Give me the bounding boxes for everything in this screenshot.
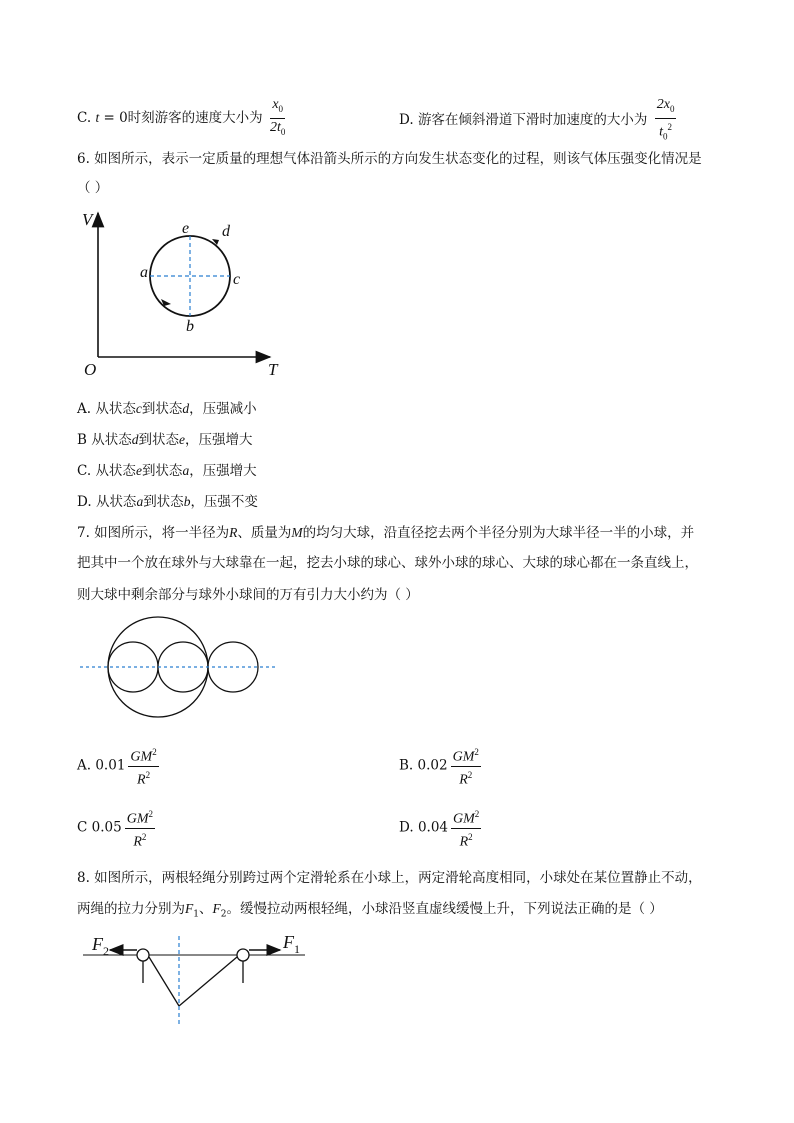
q7-option-d: D. 0.04 $\frac{GM^2}{R^2}$ xyxy=(399,806,481,850)
q8-stem-line2: 两绳的拉力分别为$F_1$、$F_2$。缓慢拉动两根轻绳，小球沿竖直虚线缓慢上升，下列说法正确的是（ ） xyxy=(77,901,663,920)
q8-f1-label: $F_1$ xyxy=(283,932,300,956)
q5-option-d: D. 游客在倾斜滑道下滑时加速度的大小为 $\frac{2x_0}{t_0^2}$ xyxy=(399,96,676,145)
q8-f2-label: $F_2$ xyxy=(92,934,109,958)
q6-v-label: V xyxy=(82,210,93,229)
q7-spheres-diagram xyxy=(80,612,280,722)
q6-answer-paren: （ ） xyxy=(77,180,109,196)
q6-cycle-circle xyxy=(150,236,230,316)
q8-stem-line1: 8. 如图所示，两根轻绳分别跨过两个定滑轮系在小球上，两定滑轮高度相同，小球处在某位置静止不动， xyxy=(77,870,702,886)
q6-option-a: A. 从状态c到状态d，压强减小 xyxy=(77,401,257,417)
q6-stem: 6. 如图所示，表示一定质量的理想气体沿箭头所示的方向发生状态变化的过程，则该气体压强变化情况是 xyxy=(77,151,702,167)
q8-right-pulley xyxy=(237,949,249,961)
q8-left-rope xyxy=(149,957,179,1006)
q6-origin-label: O xyxy=(84,360,97,379)
q6-t-label: T xyxy=(268,360,278,379)
q7-stem-line2: 把其中一个放在球外与大球靠在一起，挖去小球的球心、球外小球的球心、大球的球心都在一条直线上， xyxy=(77,555,698,571)
q7-option-a: A. 0.01 $\frac{GM^2}{R^2}$ xyxy=(77,744,159,788)
q7-stem-line1: 7. 如图所示，将一半径为R、质量为M的均匀大球，沿直径挖去两个半径分别为大球半径一半的小球，并 xyxy=(77,525,695,541)
q7-option-b: B. 0.02 $\frac{GM^2}{R^2}$ xyxy=(399,744,481,788)
q6-point-b: b xyxy=(186,318,194,335)
q6-vt-diagram xyxy=(80,205,280,380)
q5-option-c: C. t = 0时刻游客的速度大小为 $\frac{x_0}{2t_0}$ xyxy=(77,96,285,141)
q7-stem-line3: 则大球中剩余部分与球外小球间的万有引力大小约为（ ） xyxy=(77,587,419,603)
q8-left-pulley xyxy=(137,949,149,961)
q6-option-c: C. 从状态e到状态a，压强增大 xyxy=(77,463,257,479)
q5-option-d-fraction: $\frac{2x_0}{t_0^2}$ xyxy=(656,97,675,142)
q8-pulley-diagram xyxy=(80,928,310,1028)
q6-option-d: D. 从状态a到状态b，压强不变 xyxy=(77,494,258,510)
q6-point-c: c xyxy=(233,271,241,288)
q7-option-c: C 0.05 $\frac{GM^2}{R^2}$ xyxy=(77,806,155,850)
q6-option-b: B 从状态d到状态e，压强增大 xyxy=(77,432,253,448)
q7-cavity-left xyxy=(108,642,158,692)
q6-point-e: e xyxy=(182,220,190,237)
q8-right-rope xyxy=(179,957,237,1006)
q5-option-c-fraction: $\frac{x_0}{2t_0}$ xyxy=(269,97,286,137)
q6-point-a: a xyxy=(140,264,148,281)
q6-point-d: d xyxy=(222,223,230,240)
